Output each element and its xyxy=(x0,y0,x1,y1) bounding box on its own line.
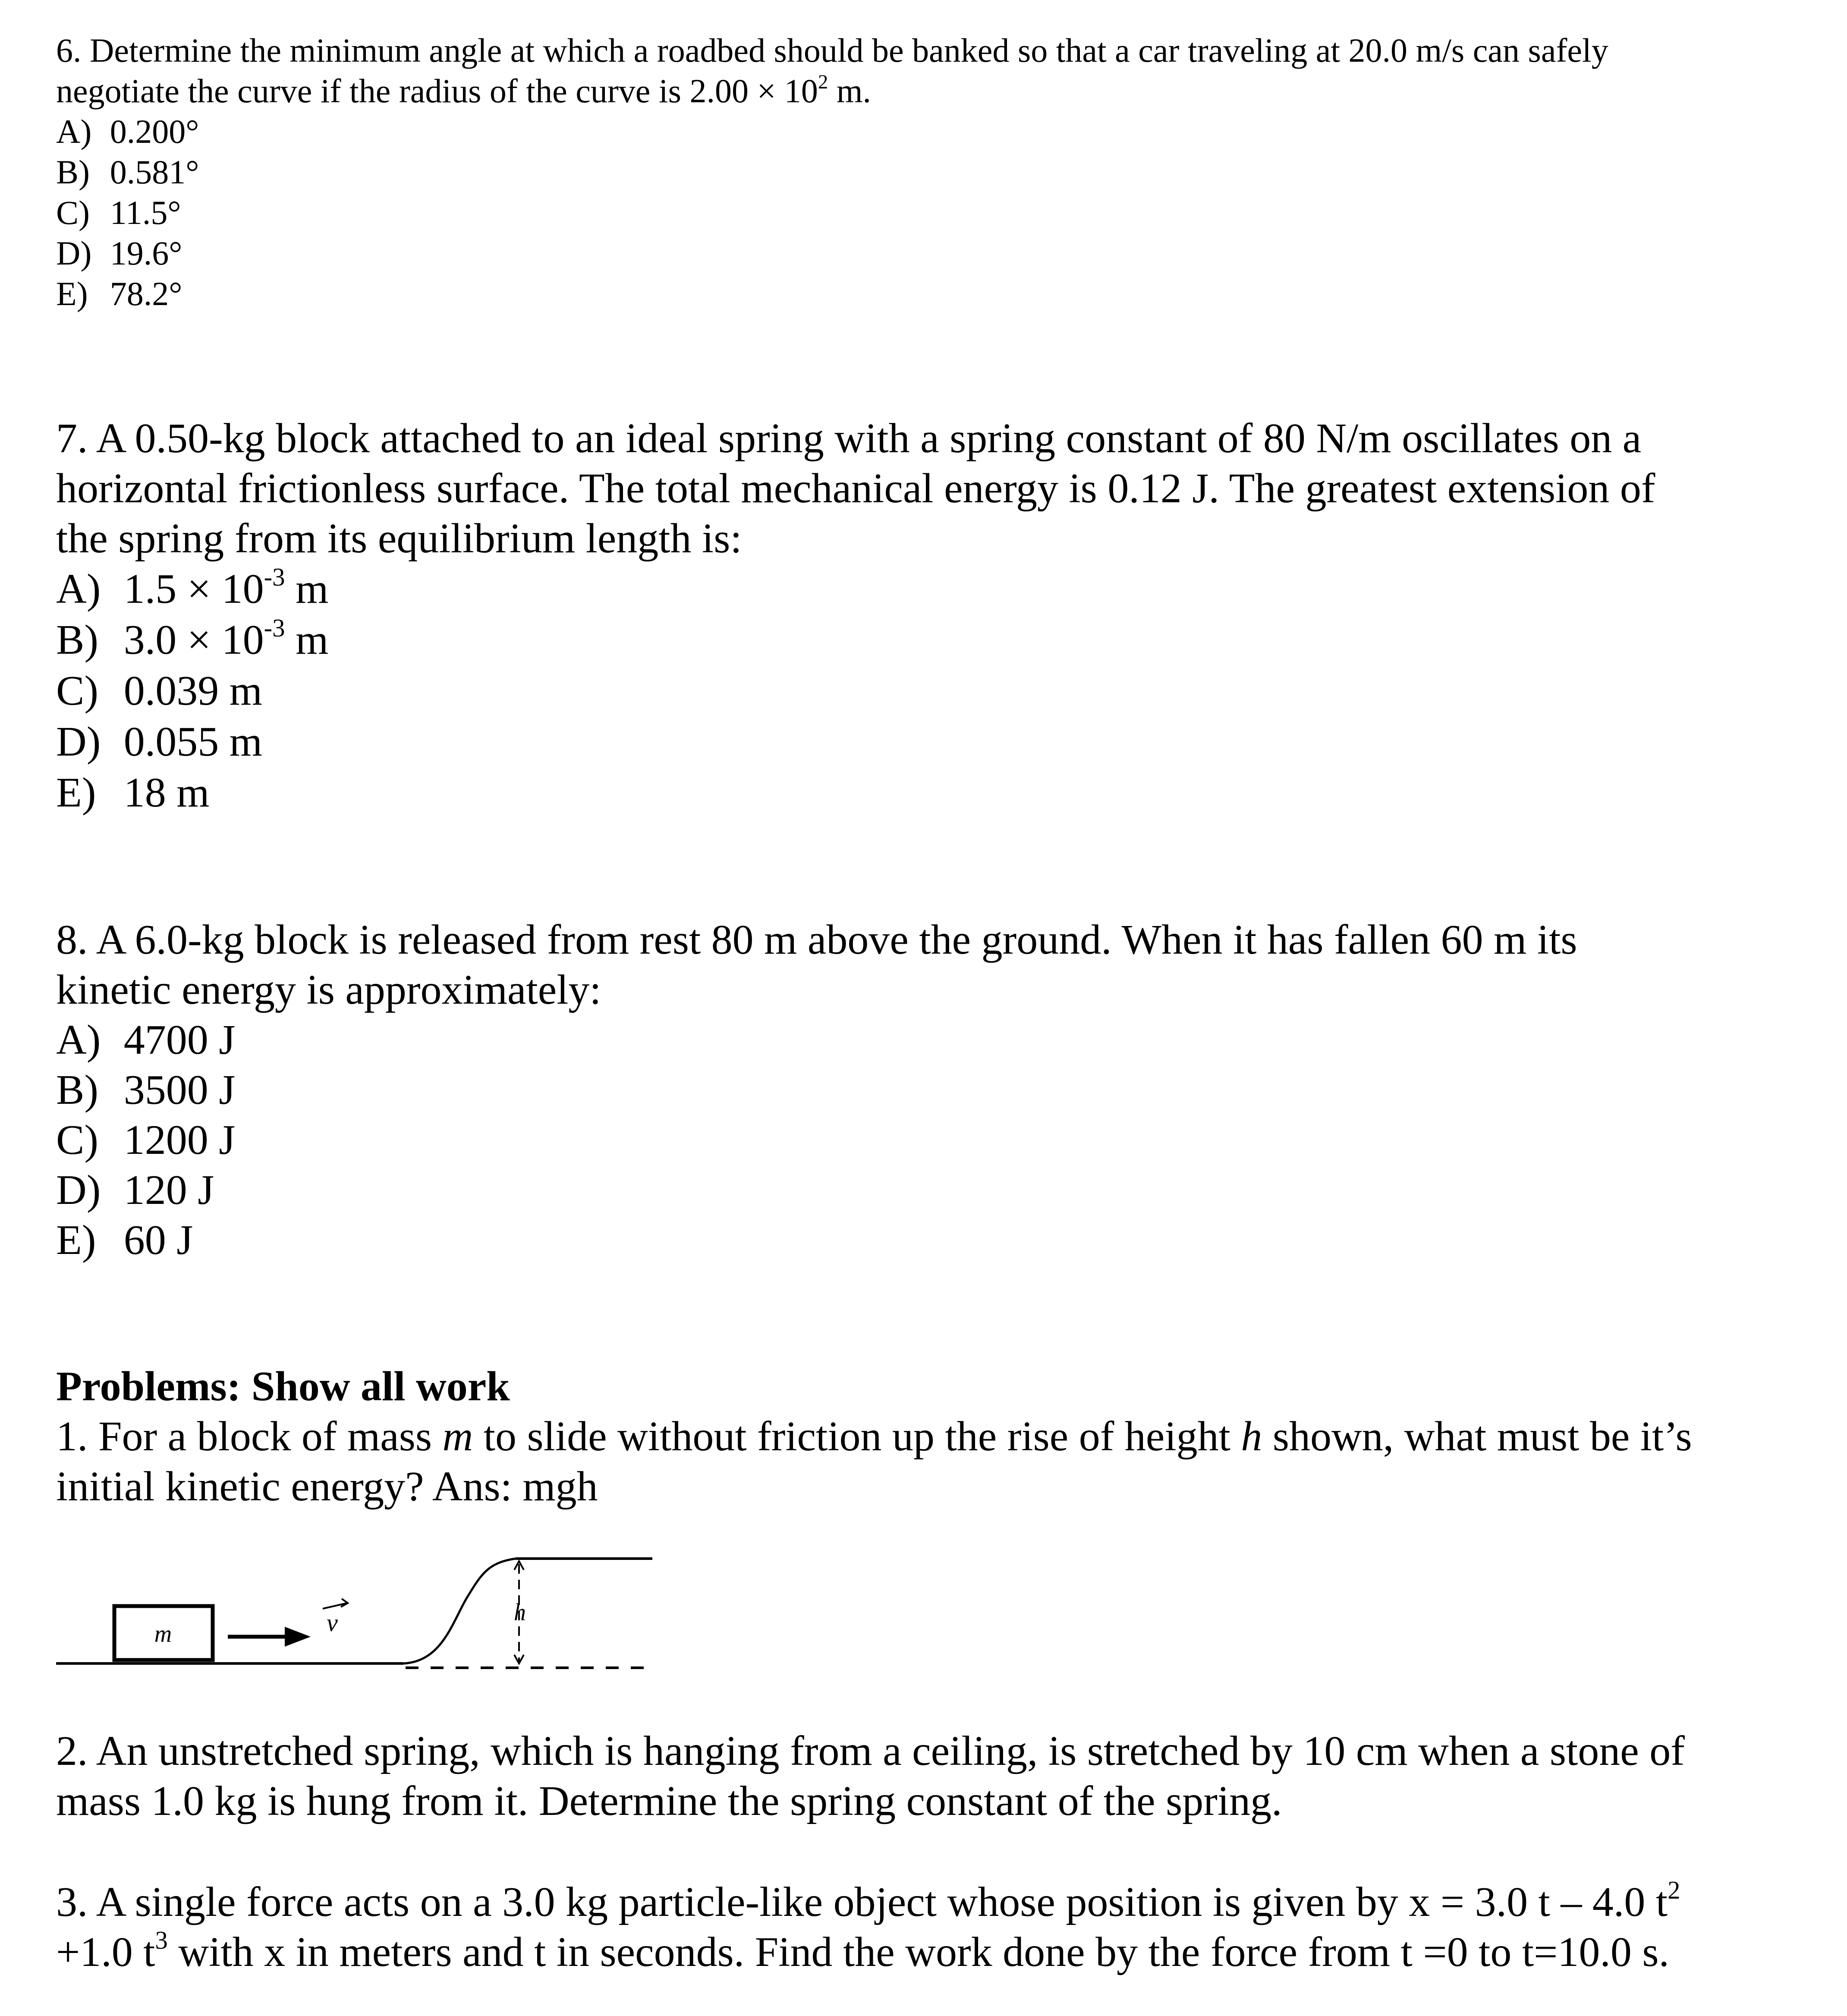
q8-option-b: B) 3500 J xyxy=(56,1067,236,1113)
p2-line-2: mass 1.0 kg is hung from it. Determine the spring constant of the spring. xyxy=(56,1778,1282,1824)
problem-2 xyxy=(56,1726,1685,1826)
q8-option-d: D) 120 J xyxy=(56,1167,214,1213)
q7-line-3: the spring from its equilibrium length is: xyxy=(56,515,742,562)
q6-line-1: 6. Determine the minimum angle at which a roadbed should be banked so that a car traveling at 20.0 m/s can safely xyxy=(56,32,1608,69)
q6-option-c: C) 11.5° xyxy=(56,194,181,231)
q7-option-a: A) $1.5 \times 10^{-3}$ m xyxy=(56,563,329,612)
problems-heading: Problems: Show all work xyxy=(56,1363,510,1410)
velocity-arrow-head xyxy=(285,1627,311,1647)
q8-option-a: A) 4700 J xyxy=(56,1017,236,1063)
height-label: h xyxy=(514,1599,526,1626)
q6-line-2: negotiate the curve if the radius of the curve is $2.00 \times 10^2$ m. xyxy=(56,71,872,110)
q6-option-d: D) 19.6° xyxy=(56,234,182,272)
q8-option-e: E) 60 J xyxy=(56,1217,193,1263)
p3-line-2: +1.0 $t^3$ with x in meters and t in seconds. Find the work done by the force from t =0 to t=10.0 s. xyxy=(56,1926,1670,1975)
q6-option-a: A) 0.200° xyxy=(56,113,199,150)
p2-line-1: 2. An unstretched spring, which is hanging from a ceiling, is stretched by 10 cm when a stone of xyxy=(56,1728,1685,1774)
problem-3 xyxy=(56,1877,1680,1977)
q7-option-e: E) 18 m xyxy=(56,769,210,816)
block-label: m xyxy=(154,1621,172,1647)
q6-option-b: B) 0.581° xyxy=(56,153,199,191)
q6-option-e: E) 78.2° xyxy=(56,275,182,312)
q7-line-1: 7. A 0.50-kg block attached to an ideal spring with a spring constant of 80 N/m oscillates on a xyxy=(56,415,1642,462)
q8-line-2: kinetic energy is approximately: xyxy=(56,967,601,1013)
p3-line-1: 3. A single force acts on a 3.0 kg particle-like object whose position is given by x = 3.0 t – 4.0 $t^2$ xyxy=(56,1876,1680,1925)
q8-line-1: 8. A 6.0-kg block is released from rest 80 m above the ground. When it has fallen 60 m its xyxy=(56,917,1577,963)
p1-line-1: 1. For a block of mass m to slide without friction up the rise of height h shown, what must be it’s xyxy=(56,1413,1692,1460)
q7-option-b: B) $3.0 \times 10^{-3}$ m xyxy=(56,614,329,663)
velocity-vector-tip xyxy=(341,1599,348,1607)
p1-line-2: initial kinetic energy? Ans: mgh xyxy=(56,1463,598,1510)
q7-option-c: C) 0.039 m xyxy=(56,668,263,714)
q8-option-c: C) 1200 J xyxy=(56,1117,236,1163)
q7-line-2: horizontal frictionless surface. The total mechanical energy is 0.12 J. The greatest extension of xyxy=(56,465,1655,512)
rise-curve xyxy=(403,1559,516,1663)
velocity-label: v xyxy=(327,1609,338,1637)
q7-option-d: D) 0.055 m xyxy=(56,718,263,765)
